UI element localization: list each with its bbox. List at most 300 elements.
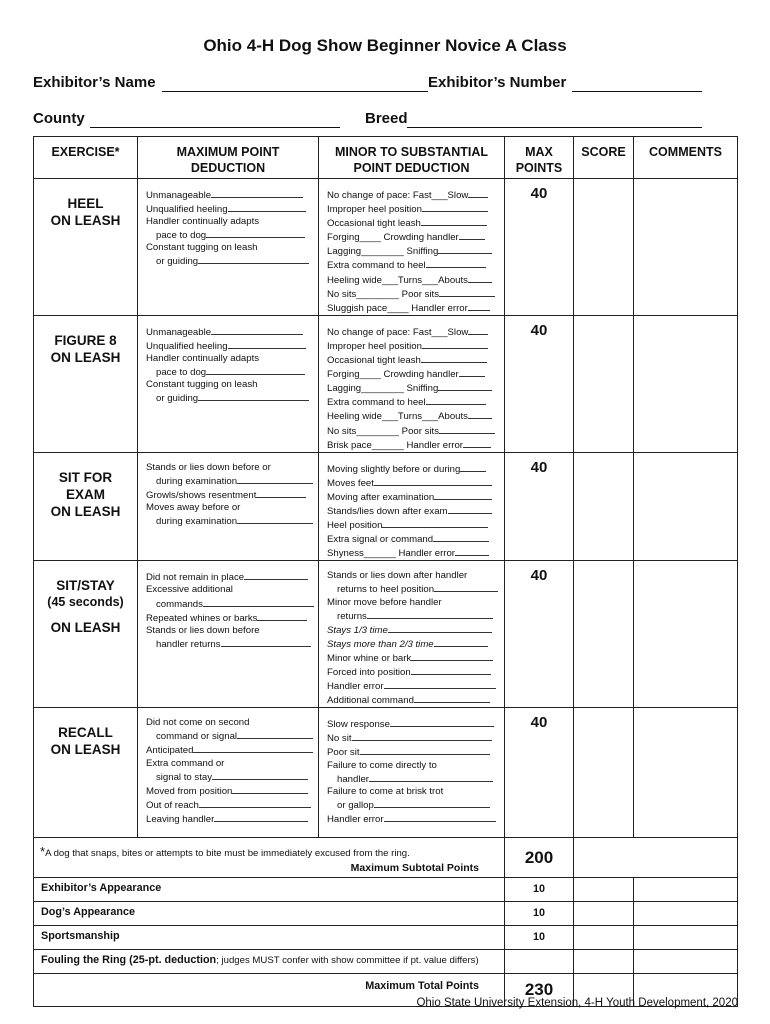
blank-line[interactable] [257,611,307,621]
max-deduction-item [146,758,314,770]
fouling-comments[interactable] [634,950,738,974]
minor-deduction-cell [319,179,505,316]
minor-deduction-text: Moving slightly before or during [327,463,461,475]
minor-deduction-item [327,546,500,560]
blank-line[interactable] [468,301,490,311]
comments-cell[interactable] [634,315,738,452]
max-deduction-text: Did not remain in place [146,572,245,584]
minor-deduction-item [327,424,500,438]
minor-deduction-text: Minor whine or bark [327,652,412,664]
blank-line[interactable] [212,770,308,780]
minor-deduction-item [327,786,500,798]
blank-line[interactable] [198,254,309,264]
blank-line[interactable] [411,665,491,675]
minor-deduction-text: Moves feet [327,477,374,489]
blank-line[interactable] [352,731,492,741]
blank-line[interactable] [382,518,488,528]
blank-line[interactable] [256,488,306,498]
minor-deduction-item [327,367,500,381]
max-deduction-item [146,597,314,611]
total-value: 230 [505,974,574,1007]
minor-deduction-text: Extra command to heel [327,397,426,409]
subtotal-row [34,838,738,878]
minor-deduction-item [327,518,500,532]
minor-deduction-text: Handler error [327,813,384,825]
blank-line[interactable] [426,258,486,268]
minor-deduction-text: Extra command to heel [327,260,426,272]
score-cell[interactable] [574,315,634,452]
blank-line[interactable] [422,339,488,349]
blank-line[interactable] [438,244,492,254]
minor-deduction-text: Lagging________ Sniffing [327,383,439,395]
breed-label: Breed [365,110,408,127]
minor-deduction-item [327,381,500,395]
minor-deduction-item [327,258,500,272]
max-deduction-cell [138,561,319,708]
blank-line[interactable] [211,325,303,335]
minor-deduction-item [327,287,500,301]
blank-line[interactable] [438,381,492,391]
max-deduction-item [146,770,314,784]
bite-note: A dog that snaps, bites or attempts to bite must be immediately excused from the ring. [45,848,410,860]
extra-comments[interactable] [634,926,738,950]
minor-deduction-text: Lagging________ Sniffing [327,246,439,258]
blank-line[interactable] [237,514,313,524]
blank-line[interactable] [388,623,492,633]
exercise-rows [34,179,738,838]
max-deduction-text: or guiding [156,256,199,268]
max-deduction-text: commands [156,598,203,610]
extra-row [34,926,738,950]
fouling-label-cell [34,950,505,974]
max-deduction-text: Growls/shows resentment [146,489,257,501]
exercise-name-line: HEEL [67,196,104,211]
minor-deduction-text: Failure to come at brisk trot [327,785,444,797]
minor-deduction-item [327,651,500,665]
minor-deduction-item [327,597,500,609]
minor-deduction-item [327,438,500,452]
header-score: SCORE [574,137,634,179]
minor-deduction-item [327,623,500,637]
exercise-name-line: ON LEASH [50,620,121,636]
blank-line[interactable] [433,532,489,542]
blank-line[interactable] [421,353,487,363]
extra-score[interactable] [574,926,634,950]
minor-deduction-item [327,504,500,518]
exercise-name [34,561,138,708]
minor-deduction-text: Failure to come directly to [327,759,437,771]
max-deduction-item [146,488,314,502]
max-deduction-item [146,188,314,202]
blank-line[interactable] [468,409,492,419]
minor-deduction-text: Slow response [327,719,390,731]
blank-line[interactable] [221,637,311,647]
blank-line[interactable] [232,784,308,794]
blank-line[interactable] [374,798,490,808]
minor-deduction-cell [319,315,505,452]
blank-line[interactable] [414,693,490,703]
blank-line[interactable] [426,395,486,405]
blank-line[interactable] [455,546,489,556]
max-deduction-item [146,353,314,365]
max-deduction-item [146,637,314,651]
note-cell [34,838,505,878]
minor-deduction-item [327,570,500,582]
exercise-name [34,179,138,316]
minor-deduction-item [327,582,500,596]
score-cell[interactable] [574,452,634,561]
blank-line[interactable] [468,188,488,198]
fouling-detail-bold: (25-pt. deduction [129,954,217,967]
max-points: 40 [505,452,574,561]
exercise-name-line: SIT FOR [58,469,113,485]
extra-score[interactable] [574,878,634,902]
blank-line[interactable] [434,490,492,500]
minor-deduction-text: Heeling wide___Turns___Abouts [327,274,468,286]
exercise-row [34,315,738,452]
minor-deduction-cell [319,561,505,708]
blank-line[interactable] [434,637,488,647]
minor-deduction-text: Sluggish pace____ Handler error [327,302,468,314]
minor-deduction-item [327,395,500,409]
comments-cell[interactable] [634,452,738,561]
max-deduction-item [146,379,314,391]
max-deduction-cell [138,708,319,838]
blank-line[interactable] [468,325,488,335]
max-points: 40 [505,179,574,316]
max-deduction-text: Stands or lies down before [146,624,260,636]
exhibitor-name-field[interactable] [162,91,428,92]
blank-line[interactable] [211,188,303,198]
subtotal-blank [574,838,738,878]
blank-line[interactable] [384,812,496,822]
blank-line[interactable] [198,391,309,401]
exercise-name-line: EXAM [65,486,105,502]
minor-deduction-text: returns [337,610,367,622]
blank-line[interactable] [193,743,313,753]
fouling-detail: ; judges MUST confer with show committee if pt. value differs) [216,955,479,967]
blank-line[interactable] [228,339,306,349]
max-deduction-text: signal to stay [156,771,212,783]
max-deduction-item [146,228,314,242]
minor-deduction-text: Stands/lies down after exam [327,505,448,517]
max-deduction-item [146,391,314,405]
minor-deduction-text: Stands or lies down after handler [327,570,468,582]
max-deduction-item [146,784,314,798]
blank-line[interactable] [390,717,494,727]
exercise-row [34,708,738,838]
header-comments: COMMENTS [634,137,738,179]
blank-line[interactable] [411,651,493,661]
extra-label: Sportsmanship [34,926,505,950]
extra-score[interactable] [574,902,634,926]
page-title: Ohio 4-H Dog Show Beginner Novice A Class [203,36,567,55]
max-deduction-item [146,812,314,826]
blank-line[interactable] [206,228,305,238]
blank-line[interactable] [422,202,488,212]
minor-deduction-item [327,301,500,315]
minor-deduction-text: Shyness______ Handler error [327,548,455,560]
exercise-row [34,561,738,708]
max-points: 40 [505,708,574,838]
max-deduction-item [146,216,314,228]
minor-deduction-item [327,409,500,423]
comments-cell[interactable] [634,708,738,838]
exercise-name-line: ON LEASH [50,349,121,365]
max-deduction-item [146,570,314,584]
max-deduction-text: Extra command or [146,757,225,769]
max-deduction-item [146,242,314,254]
max-deduction-text: Did not come on second [146,717,250,729]
minor-deduction-item [327,772,500,786]
exercise-name-line: ON LEASH [50,742,121,758]
extra-comments[interactable] [634,878,738,902]
blank-line[interactable] [374,476,492,486]
header-row [34,137,738,179]
county-field[interactable] [90,127,340,128]
comments-cell[interactable] [634,179,738,316]
max-deduction-item [146,743,314,757]
minor-deduction-text: No change of pace: Fast___Slow [327,326,469,338]
max-deduction-item [146,514,314,528]
max-deduction-cell [138,452,319,561]
blank-line[interactable] [434,582,498,592]
blank-line[interactable] [237,474,313,484]
blank-line[interactable] [384,679,496,689]
blank-line[interactable] [367,609,493,619]
max-deduction-item [146,502,314,514]
minor-deduction-text: No sits________ Poor sits [327,288,439,300]
header-exercise: EXERCISE* [34,137,138,179]
minor-deduction-item [327,202,500,216]
blank-line[interactable] [203,597,314,607]
max-deduction-item [146,254,314,268]
header-max-points: MAX POINTS [505,137,574,179]
minor-deduction-text: Occasional tight leash [327,218,421,230]
exercise-name-line: RECALL [58,725,113,741]
minor-deduction-text: Stays more than 2/3 time [327,638,434,650]
minor-deduction-text: Minor move before handler [327,596,442,608]
blank-line[interactable] [439,287,495,297]
blank-line[interactable] [439,424,495,434]
minor-deduction-text: Occasional tight leash [327,355,421,367]
minor-deduction-text: or gallop [337,799,374,811]
extra-comments[interactable] [634,902,738,926]
exercise-duration: (45 seconds) [47,595,124,610]
minor-deduction-item [327,609,500,623]
max-points: 40 [505,315,574,452]
score-cell[interactable] [574,179,634,316]
exhibitor-number-field[interactable] [572,91,702,92]
minor-deduction-item [327,745,500,759]
fouling-row [34,950,738,974]
max-deduction-text: Unqualified heeling [146,204,228,216]
max-deduction-item [146,584,314,596]
minor-deduction-text: No sits________ Poor sits [327,425,439,437]
blank-line[interactable] [460,462,486,472]
max-deduction-item [146,611,314,625]
max-deduction-text: or guiding [156,393,199,405]
minor-deduction-item [327,462,500,476]
minor-deduction-text: Extra signal or command [327,534,434,546]
blank-line[interactable] [463,438,491,448]
minor-deduction-text: Heel position [327,520,383,532]
note-star: * [40,844,46,860]
max-deduction-text: pace to dog [156,367,207,379]
minor-deduction-text: Moving after examination [327,491,435,503]
score-cell[interactable] [574,561,634,708]
max-deduction-item [146,625,314,637]
extra-row [34,878,738,902]
max-deduction-text: Excessive additional [146,584,233,596]
minor-deduction-text: Additional command [327,695,414,707]
subtotal-label: Maximum Subtotal Points [350,862,479,875]
minor-deduction-item [327,798,500,812]
fouling-label: Fouling the Ring [41,954,127,967]
exercise-name [34,315,138,452]
extra-points: 10 [505,878,574,902]
minor-deduction-text: Poor sit [327,747,360,759]
breed-field[interactable] [407,127,702,128]
minor-deduction-item [327,273,500,287]
minor-deduction-text: Forging____ Crowding handler [327,232,459,244]
exercise-name [34,708,138,838]
max-deduction-text: Handler continually adapts [146,353,260,365]
blank-line[interactable] [228,202,306,212]
blank-line[interactable] [369,772,493,782]
max-deduction-text: Constant tugging on leash [146,242,258,254]
minor-deduction-item [327,216,500,230]
minor-deduction-item [327,532,500,546]
minor-deduction-text: Forced into position [327,667,411,678]
comments-cell[interactable] [634,561,738,708]
blank-line[interactable] [360,745,490,755]
minor-deduction-item [327,812,500,826]
minor-deduction-text: Forging____ Crowding handler [327,369,459,381]
extra-label: Dog’s Appearance [34,902,505,926]
max-deduction-item [146,202,314,216]
max-deduction-item [146,365,314,379]
score-cell[interactable] [574,708,634,838]
minor-deduction-item [327,490,500,504]
max-deduction-cell [138,179,319,316]
extra-rows [34,878,738,950]
max-deduction-text: during examination [156,475,238,487]
exercise-name-line: ON LEASH [50,503,121,519]
header-max-deduction: MAXIMUM POINT DEDUCTION [138,137,319,179]
max-deduction-text: Constant tugging on leash [146,379,258,391]
minor-deduction-item [327,353,500,367]
fouling-score[interactable] [574,950,634,974]
header-minor-deduction: MINOR TO SUBSTANTIAL POINT DEDUCTION [319,137,505,179]
exhibitor-name-label: Exhibitor’s Name [33,74,156,91]
exercise-name-line: FIGURE 8 [54,332,117,348]
minor-deduction-text: No sit [327,733,352,745]
minor-deduction-text: handler [337,773,370,785]
blank-line[interactable] [214,812,308,822]
subtotal-value: 200 [505,838,574,878]
max-deduction-text: Unqualified heeling [146,340,228,352]
minor-deduction-text: Stays 1/3 time [327,624,388,636]
max-deduction-item [146,729,314,743]
max-deduction-text: Repeated whines or barks [146,612,258,624]
minor-deduction-cell [319,452,505,561]
minor-deduction-item [327,679,500,693]
max-deduction-text: Unmanageable [146,326,212,338]
exhibitor-number-label: Exhibitor’s Number [428,74,567,91]
max-deduction-item [146,339,314,353]
max-deduction-item [146,717,314,729]
exercise-row [34,452,738,561]
blank-line[interactable] [459,230,485,240]
max-deduction-text: Anticipated [146,745,194,757]
blank-line[interactable] [206,365,305,375]
minor-deduction-item [327,244,500,258]
footer-credit: Ohio State University Extension, 4-H Youth Development, 2020 [416,997,738,1009]
blank-line[interactable] [199,798,311,808]
max-deduction-text: Out of reach [146,799,199,811]
max-deduction-text: during examination [156,516,238,528]
max-deduction-text: command or signal [156,731,238,743]
minor-deduction-item [327,230,500,244]
minor-deduction-item [327,476,500,490]
exercise-name [34,452,138,561]
exercise-name-line: ON LEASH [50,213,121,228]
max-deduction-item [146,474,314,488]
max-deduction-item [146,325,314,339]
max-deduction-text: Leaving handler [146,813,215,825]
blank-line[interactable] [459,367,485,377]
blank-line[interactable] [237,729,313,739]
blank-line[interactable] [244,570,308,580]
extra-points: 10 [505,926,574,950]
county-label: County [33,110,85,127]
max-deduction-text: Moves away before or [146,501,241,513]
minor-deduction-item [327,339,500,353]
minor-deduction-item [327,717,500,731]
minor-deduction-item [327,637,500,651]
max-deduction-text: Unmanageable [146,190,212,201]
max-deduction-text: pace to dog [156,230,207,242]
max-points: 40 [505,561,574,708]
max-deduction-item [146,462,314,474]
extra-points: 10 [505,902,574,926]
exercise-row [34,179,738,316]
max-deduction-item [146,798,314,812]
blank-line[interactable] [468,273,492,283]
fouling-points [505,950,574,974]
score-table [33,136,738,1007]
minor-deduction-item [327,760,500,772]
blank-line[interactable] [448,504,492,514]
minor-deduction-item [327,325,500,339]
minor-deduction-item [327,693,500,707]
minor-deduction-text: returns to heel position [337,584,435,596]
minor-deduction-text: Improper heel position [327,204,422,216]
minor-deduction-text: Heeling wide___Turns___Abouts [327,411,468,423]
max-deduction-text: Handler continually adapts [146,216,260,228]
total-label: Maximum Total Points [34,974,505,1007]
exercise-name-line: SIT/STAY [56,578,115,594]
max-deduction-cell [138,315,319,452]
blank-line[interactable] [421,216,487,226]
minor-deduction-item [327,731,500,745]
minor-deduction-cell [319,708,505,838]
minor-deduction-text: Handler error [327,681,384,693]
max-deduction-text: Moved from position [146,785,233,797]
minor-deduction-item [327,665,500,679]
minor-deduction-text: No change of pace: Fast___Slow [327,190,469,201]
